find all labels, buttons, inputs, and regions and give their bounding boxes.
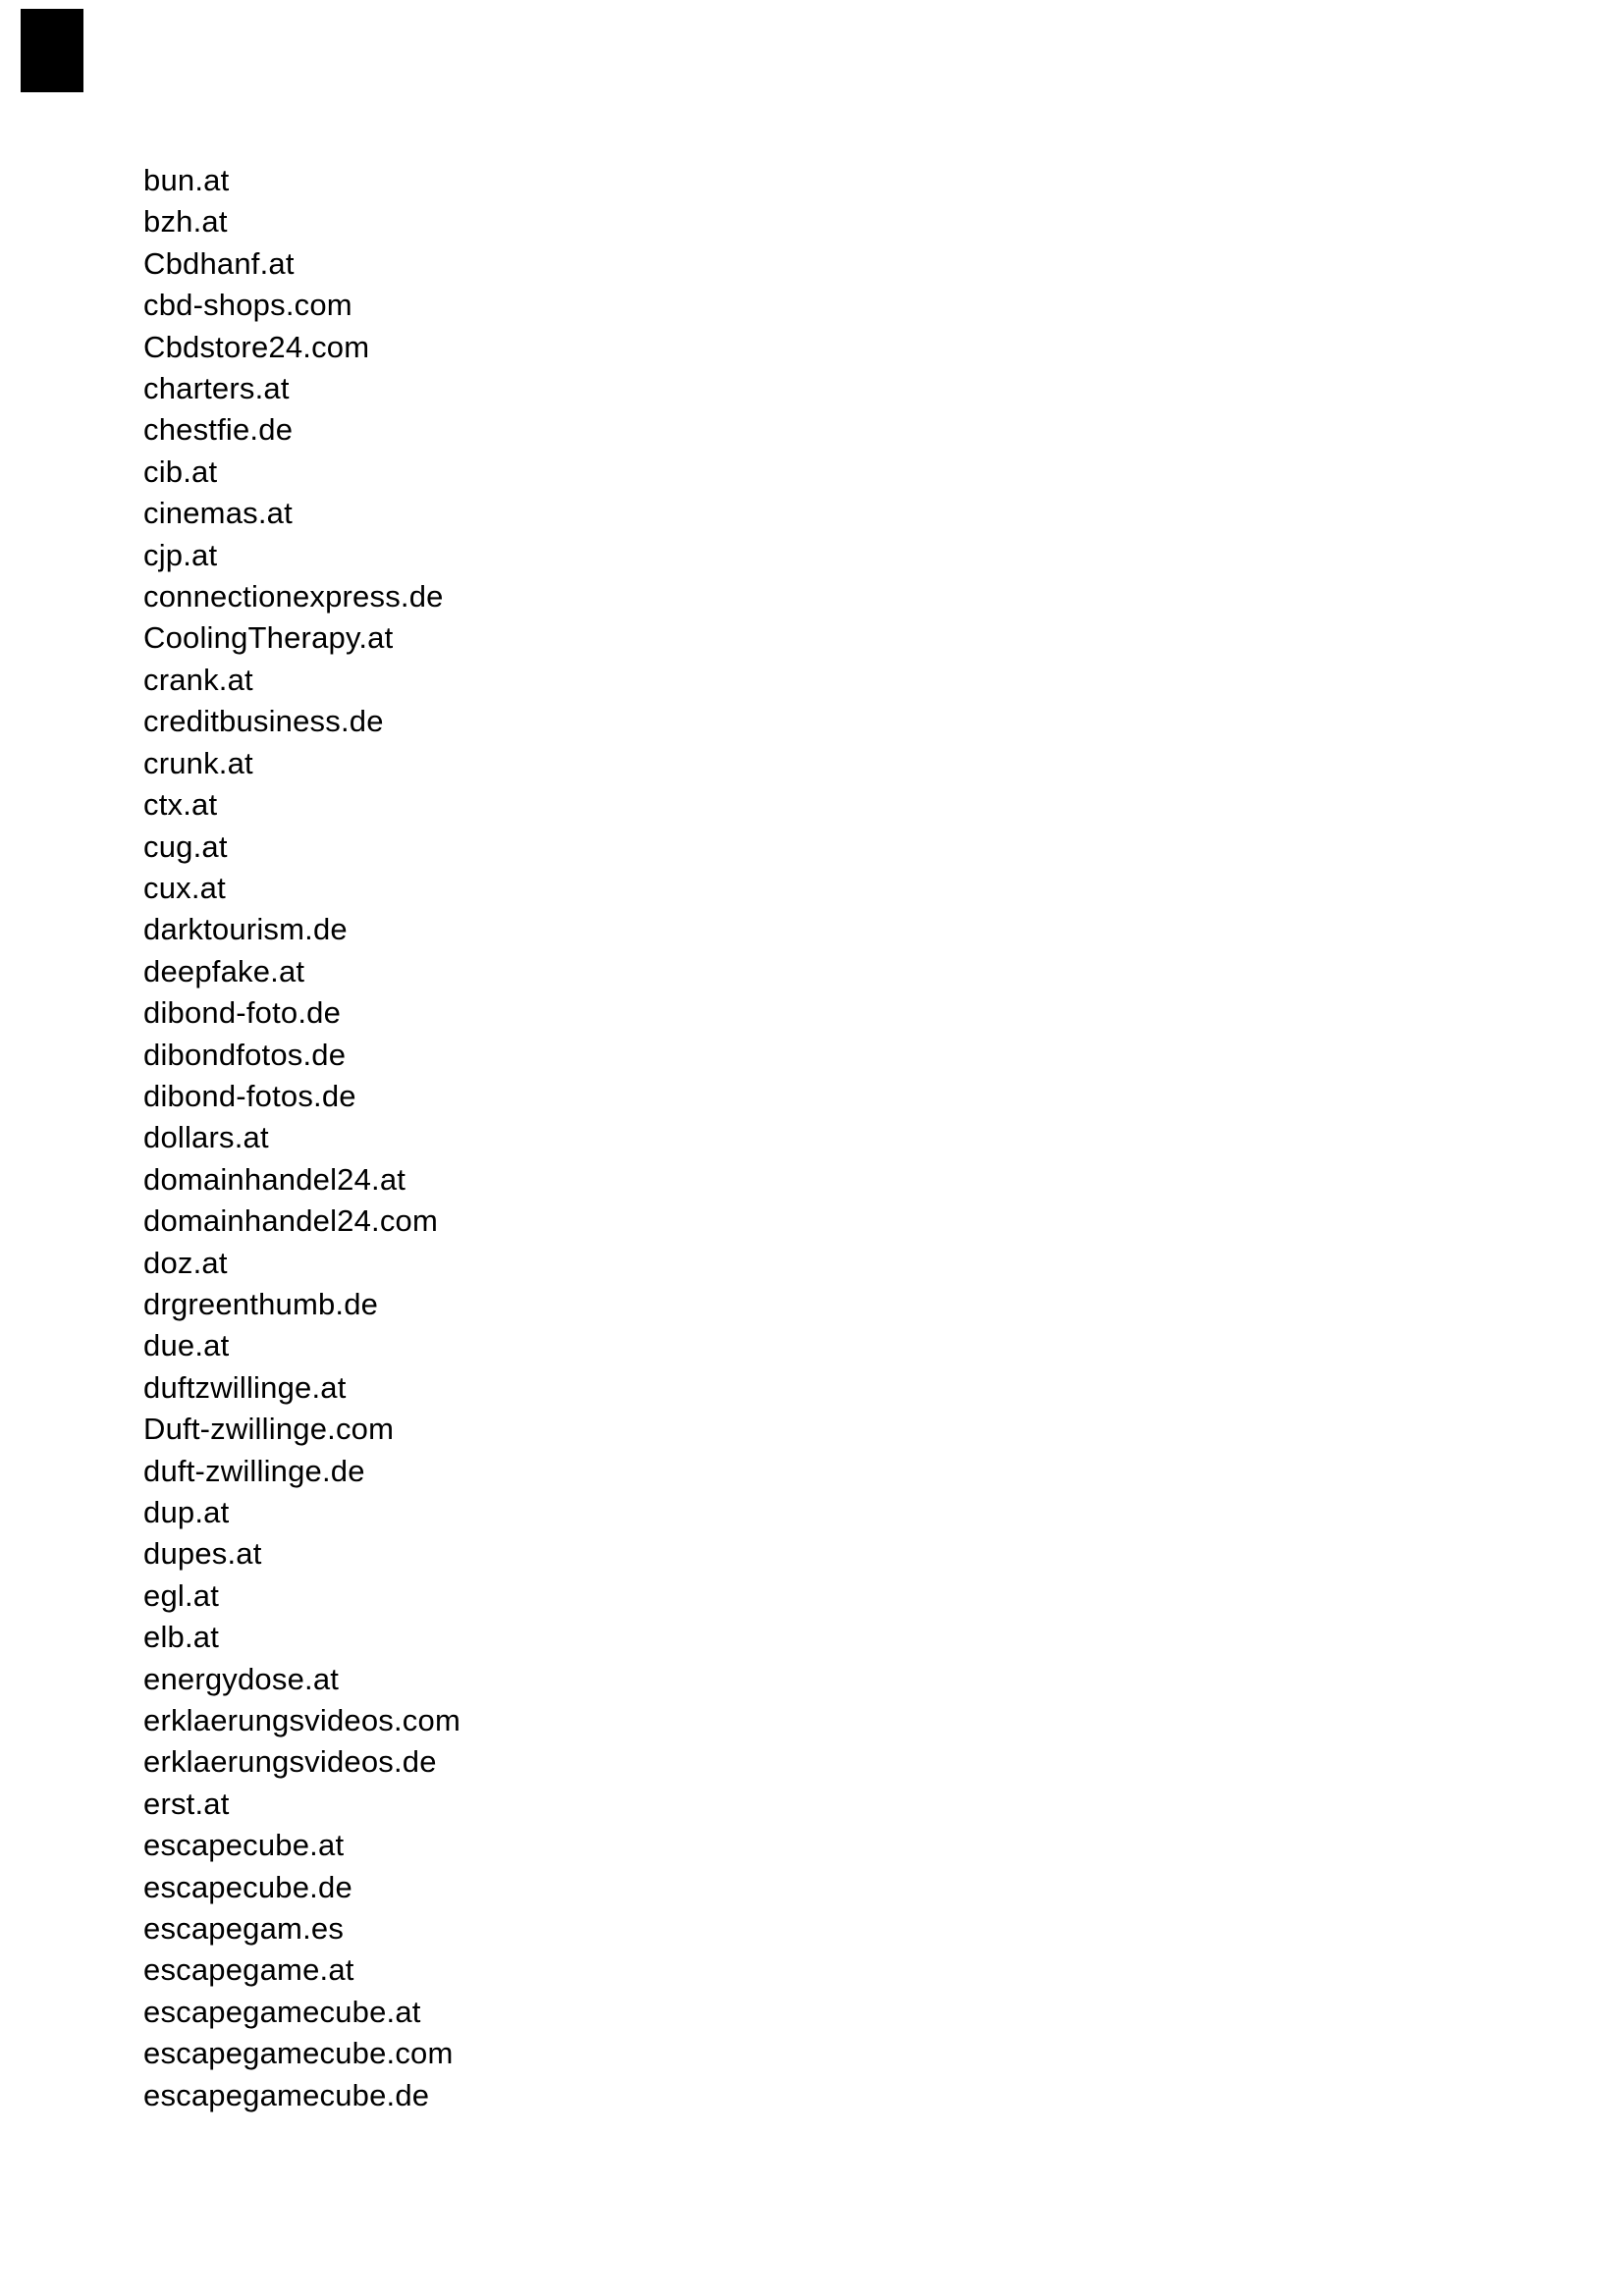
domain-name: egl.at [143,1577,220,1613]
domain-name: cux.at [143,870,226,905]
domain-name: cbd-shops.com [143,288,352,323]
redaction-mark [21,9,83,92]
domain-name: chestfie.de [143,412,294,448]
domain-name: Cbdstore24.com [143,329,370,364]
domain-name: duft-zwillinge.de [143,1453,365,1488]
domain-name: doz.at [143,1245,228,1280]
domain-name: escapecube.de [143,1869,352,1904]
domain-name: bun.at [143,163,230,197]
domain-name: cib.at [143,454,218,489]
domain-name: darktourism.de [143,912,348,947]
domain-name: cjp.at [143,537,218,572]
domain-name: cinemas.at [143,496,293,531]
domain-name: creditbusiness.de [143,704,384,739]
domain-name: dibond-foto.de [143,995,342,1031]
domain-name: dibond-fotos.de [143,1078,356,1113]
domain-name: Cbdhanf.at [143,245,295,281]
domain-name: dibondfotos.de [143,1037,347,1072]
domain-name: connectionexpress.de [143,579,444,614]
domain-name: dollars.at [143,1120,269,1155]
domain-name: escapegamecube.de [143,2077,430,2112]
domain-name: Duft-zwillinge.com [143,1412,395,1447]
domain-name: bzh.at [143,204,228,240]
domain-name: drgreenthumb.de [143,1286,379,1321]
domain-name: crank.at [143,662,253,697]
domain-name: energydose.at [143,1661,340,1696]
domain-name: escapegam.es [143,1911,345,1947]
domain-name: CoolingTherapy.at [143,620,394,656]
domain-name: escapegamecube.at [143,1994,421,2029]
domain-name: deepfake.at [143,953,305,988]
domain-name: due.at [143,1328,230,1363]
domain-name: domainhandel24.com [143,1203,439,1239]
domain-name: ctx.at [143,787,218,823]
domain-name: dupes.at [143,1536,262,1572]
domain-name: escapegamecube.com [143,2036,454,2071]
domain-name: escapecube.at [143,1828,345,1863]
domain-name: erklaerungsvideos.com [143,1703,460,1738]
domain-name: cug.at [143,828,228,864]
domain-name: elb.at [143,1620,220,1655]
domain-name: charters.at [143,371,290,406]
domain-list [143,160,460,2116]
domain-name: erst.at [143,1786,230,1821]
domain-name: erklaerungsvideos.de [143,1744,437,1780]
domain-name: domainhandel24.at [143,1161,406,1197]
domain-name: duftzwillinge.at [143,1369,347,1405]
domain-name: escapegame.at [143,1952,354,1988]
domain-name: crunk.at [143,745,253,780]
domain-name: dup.at [143,1495,230,1529]
